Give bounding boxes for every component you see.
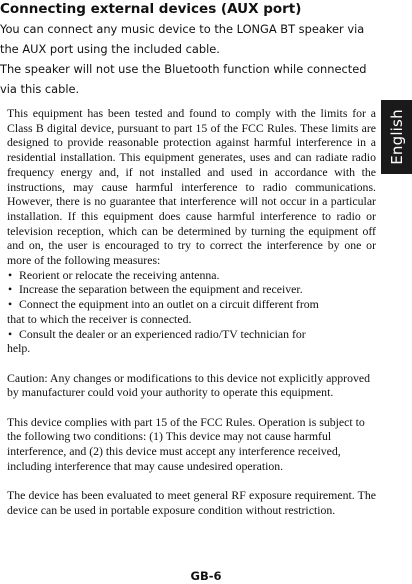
measure-item bbox=[7, 297, 376, 326]
measure-text-continued: help. bbox=[7, 341, 31, 356]
aux-instruction-line-2: the AUX port using the included cable. bbox=[0, 42, 220, 56]
bullet-dot: • bbox=[8, 297, 13, 312]
measure-text: Connect the equipment into an outlet on a circuit different from bbox=[19, 297, 319, 312]
paragraph-gap bbox=[7, 400, 376, 415]
aux-instruction-line-4: via this cable. bbox=[0, 82, 80, 96]
fcc-intro-paragraph: This equipment has been tested and found to comply with the limits for a Class B digital device, pursuant to part 15 of the FCC Rules. These limits are designed to provide reasonable protection against harmful interference in a residential installation. This equipment generates, uses and can radiate radio frequency energy and, if not installed and used in accordance with the instructions, may cause harmful interference to radio communications. However, there is no guarantee that interference will not occur in a particular installation. If this equipment does cause harmful interference to radio or television reception, which can be determined by turning the equipment off and on, the user is encouraged to try to correct the interference by one or more of the following measures: bbox=[7, 106, 376, 268]
paragraph-gap bbox=[7, 356, 376, 371]
caution-paragraph: Caution: Any changes or modifications to this device not explicitly approved by manufacturer could void your authority to operate this equipment. bbox=[7, 370, 371, 400]
measure-item bbox=[7, 282, 376, 297]
bullet-dot: • bbox=[8, 326, 13, 341]
aux-section-header bbox=[0, 0, 378, 99]
page-number: GB-6 bbox=[190, 569, 222, 583]
paragraph-gap bbox=[7, 474, 376, 489]
fcc-statement bbox=[7, 106, 376, 518]
language-tab bbox=[381, 100, 412, 174]
section-title: Connecting external devices (AUX port) bbox=[0, 1, 302, 17]
measure-item bbox=[7, 327, 376, 356]
measure-text: Increase the separation between the equipment and receiver. bbox=[19, 282, 303, 297]
bullet-dot: • bbox=[8, 267, 13, 282]
measure-text-continued: that to which the receiver is connected. bbox=[7, 311, 192, 326]
measure-text: Consult the dealer or an experienced radio/TV technician for bbox=[19, 326, 306, 341]
compliance-paragraph: This device complies with part 15 of the FCC Rules. Operation is subject to the following two conditions: (1) This device may not cause harmful interference, and (2) this device must accept any interference received, including interference that may cause undesired operation. bbox=[7, 414, 365, 473]
measure-item bbox=[7, 268, 376, 283]
bullet-dot: • bbox=[8, 282, 13, 297]
rf-exposure-paragraph: The device has been evaluated to meet general RF exposure requirement. The device can be used in portable exposure condition without restriction. bbox=[7, 488, 376, 517]
language-tab-label: English bbox=[387, 109, 406, 165]
measure-text: Reorient or relocate the receiving antenna. bbox=[19, 267, 220, 282]
aux-instruction-line-1: You can connect any music device to the LONGA BT speaker via bbox=[0, 22, 365, 36]
aux-instruction-line-3: The speaker will not use the Bluetooth function while connected bbox=[0, 62, 367, 76]
